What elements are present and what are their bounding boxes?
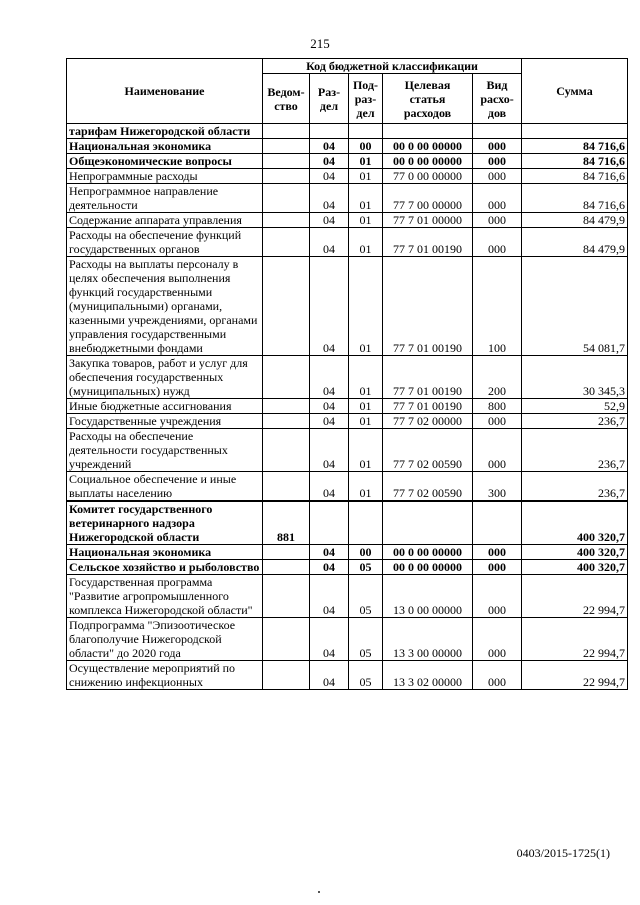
row-subsection: 01	[349, 472, 383, 501]
row-dept	[263, 124, 310, 139]
row-exp-type: 000	[473, 228, 522, 257]
row-name: Расходы на обеспечение деятельности государственных учреждений	[67, 429, 263, 472]
row-section: 04	[310, 399, 349, 414]
row-section	[310, 502, 349, 545]
row-target: 77 7 01 00190	[383, 257, 473, 356]
row-name: Непрограммное направление деятельности	[67, 184, 263, 213]
row-name: Социальное обеспечение и иные выплаты населению	[67, 472, 263, 501]
table-row	[67, 502, 628, 545]
row-dept	[263, 154, 310, 169]
row-section: 04	[310, 618, 349, 661]
row-exp-type	[473, 502, 522, 545]
row-exp-type: 000	[473, 429, 522, 472]
row-exp-type: 000	[473, 213, 522, 228]
row-target	[383, 124, 473, 139]
row-exp-type: 000	[473, 184, 522, 213]
row-amount: 84 716,6	[522, 139, 628, 154]
row-target: 13 3 00 00000	[383, 618, 473, 661]
row-name: Общеэкономические вопросы	[67, 154, 263, 169]
row-target: 77 7 01 00190	[383, 228, 473, 257]
table-row	[67, 545, 628, 560]
row-section: 04	[310, 139, 349, 154]
row-section: 04	[310, 257, 349, 356]
row-target: 77 0 00 00000	[383, 169, 473, 184]
row-name: Подпрограмма "Эпизоотическое благополучие Нижегородской области" до 2020 года	[67, 618, 263, 661]
row-amount: 84 479,9	[522, 213, 628, 228]
budget-table	[66, 58, 628, 690]
table-row	[67, 472, 628, 501]
row-name: Комитет государственного ветеринарного надзора Нижегородской области	[67, 502, 263, 545]
table-row	[67, 154, 628, 169]
row-section: 04	[310, 472, 349, 501]
row-subsection	[349, 124, 383, 139]
row-name: Национальная экономика	[67, 545, 263, 560]
row-amount: 52,9	[522, 399, 628, 414]
row-dept	[263, 414, 310, 429]
row-name: Государственные учреждения	[67, 414, 263, 429]
row-exp-type: 000	[473, 661, 522, 690]
row-amount: 84 479,9	[522, 228, 628, 257]
row-exp-type: 000	[473, 560, 522, 575]
row-section: 04	[310, 228, 349, 257]
row-subsection: 05	[349, 618, 383, 661]
row-dept	[263, 257, 310, 356]
row-subsection: 01	[349, 399, 383, 414]
row-section: 04	[310, 213, 349, 228]
table-row	[67, 399, 628, 414]
table-row	[67, 618, 628, 661]
row-target: 77 7 00 00000	[383, 184, 473, 213]
row-name: Государственная программа "Развитие агропромышленного комплекса Нижегородской области"	[67, 575, 263, 618]
row-amount: 84 716,6	[522, 169, 628, 184]
row-section: 04	[310, 184, 349, 213]
row-target: 13 0 00 00000	[383, 575, 473, 618]
row-exp-type: 000	[473, 414, 522, 429]
row-dept	[263, 169, 310, 184]
row-name: Закупка товаров, работ и услуг для обеспечения государственных (муниципальных) нужд	[67, 356, 263, 399]
row-subsection: 01	[349, 154, 383, 169]
row-name: Сельское хозяйство и рыболовство	[67, 560, 263, 575]
row-dept	[263, 618, 310, 661]
row-subsection	[349, 502, 383, 545]
row-dept	[263, 545, 310, 560]
row-name: Расходы на обеспечение функций государственных органов	[67, 228, 263, 257]
row-target: 00 0 00 00000	[383, 545, 473, 560]
row-section: 04	[310, 575, 349, 618]
row-dept	[263, 472, 310, 501]
row-target: 77 7 02 00590	[383, 472, 473, 501]
header-section: Раз- дел	[310, 74, 349, 124]
page-number: 215	[310, 36, 330, 51]
row-exp-type: 000	[473, 169, 522, 184]
table-row	[67, 169, 628, 184]
header-name: Наименование	[67, 59, 263, 124]
row-name: Расходы на выплаты персоналу в целях обеспечения выполнения функций государственными (муниципальными) органами, казенными учреждениями, органами управления государственными внебюджетными фондами	[67, 257, 263, 356]
row-amount: 22 994,7	[522, 661, 628, 690]
table-row	[67, 139, 628, 154]
row-section: 04	[310, 414, 349, 429]
row-amount	[522, 124, 628, 139]
row-exp-type: 100	[473, 257, 522, 356]
table-row	[67, 429, 628, 472]
row-target: 77 7 02 00590	[383, 429, 473, 472]
row-subsection: 05	[349, 661, 383, 690]
row-name: Национальная экономика	[67, 139, 263, 154]
row-exp-type: 800	[473, 399, 522, 414]
row-dept	[263, 399, 310, 414]
row-exp-type: 300	[473, 472, 522, 501]
header-subsection: Под- раз- дел	[349, 74, 383, 124]
row-section: 04	[310, 560, 349, 575]
row-name: Осуществление мероприятий по снижению инфекционных	[67, 661, 263, 690]
row-dept	[263, 575, 310, 618]
row-section: 04	[310, 154, 349, 169]
row-exp-type: 000	[473, 618, 522, 661]
row-amount: 22 994,7	[522, 618, 628, 661]
table-row	[67, 575, 628, 618]
row-amount: 84 716,6	[522, 184, 628, 213]
row-target: 77 7 01 00190	[383, 399, 473, 414]
row-target: 77 7 01 00190	[383, 356, 473, 399]
row-dept	[263, 429, 310, 472]
header-dept: Ведом- ство	[263, 74, 310, 124]
row-subsection: 01	[349, 228, 383, 257]
row-name: Содержание аппарата управления	[67, 213, 263, 228]
row-exp-type: 000	[473, 139, 522, 154]
row-target: 13 3 02 00000	[383, 661, 473, 690]
table-row	[67, 213, 628, 228]
row-amount: 400 320,7	[522, 545, 628, 560]
row-name: тарифам Нижегородской области	[67, 124, 263, 139]
row-section: 04	[310, 545, 349, 560]
row-amount: 400 320,7	[522, 502, 628, 545]
row-dept	[263, 184, 310, 213]
row-exp-type: 000	[473, 575, 522, 618]
row-subsection: 01	[349, 356, 383, 399]
header-code-group: Код бюджетной классификации	[263, 59, 522, 74]
row-section: 04	[310, 356, 349, 399]
row-amount: 22 994,7	[522, 575, 628, 618]
row-subsection: 01	[349, 184, 383, 213]
row-subsection: 01	[349, 169, 383, 184]
row-exp-type: 200	[473, 356, 522, 399]
row-subsection: 01	[349, 414, 383, 429]
row-section	[310, 124, 349, 139]
row-dept	[263, 560, 310, 575]
row-amount: 236,7	[522, 429, 628, 472]
row-dept	[263, 213, 310, 228]
row-amount: 236,7	[522, 414, 628, 429]
document-code: 0403/2015-1725(1)	[516, 846, 610, 860]
row-amount: 54 081,7	[522, 257, 628, 356]
row-exp-type	[473, 124, 522, 139]
row-target: 77 7 02 00000	[383, 414, 473, 429]
header-target: Целевая статья расходов	[383, 74, 473, 124]
row-dept: 881	[263, 502, 310, 545]
row-name: Иные бюджетные ассигнования	[67, 399, 263, 414]
row-subsection: 01	[349, 213, 383, 228]
row-dept	[263, 139, 310, 154]
table-row	[67, 414, 628, 429]
row-subsection: 05	[349, 575, 383, 618]
table-row	[67, 124, 628, 139]
header-amount: Сумма	[522, 59, 628, 124]
row-dept	[263, 356, 310, 399]
table-row	[67, 184, 628, 213]
row-target	[383, 502, 473, 545]
row-subsection: 05	[349, 560, 383, 575]
row-amount: 236,7	[522, 472, 628, 501]
row-target: 00 0 00 00000	[383, 154, 473, 169]
row-subsection: 00	[349, 545, 383, 560]
row-subsection: 00	[349, 139, 383, 154]
table-row	[67, 356, 628, 399]
row-amount: 30 345,3	[522, 356, 628, 399]
row-dept	[263, 228, 310, 257]
row-section: 04	[310, 169, 349, 184]
table-row	[67, 257, 628, 356]
row-exp-type: 000	[473, 545, 522, 560]
row-section: 04	[310, 661, 349, 690]
row-subsection: 01	[349, 429, 383, 472]
row-amount: 400 320,7	[522, 560, 628, 575]
row-section: 04	[310, 429, 349, 472]
row-amount: 84 716,6	[522, 154, 628, 169]
scan-dot	[318, 891, 320, 893]
row-target: 00 0 00 00000	[383, 560, 473, 575]
table-row	[67, 228, 628, 257]
table-row	[67, 661, 628, 690]
row-target: 00 0 00 00000	[383, 139, 473, 154]
row-subsection: 01	[349, 257, 383, 356]
row-exp-type: 000	[473, 154, 522, 169]
row-target: 77 7 01 00000	[383, 213, 473, 228]
header-exp-type: Вид расхо- дов	[473, 74, 522, 124]
table-row	[67, 560, 628, 575]
row-dept	[263, 661, 310, 690]
row-name: Непрограммные расходы	[67, 169, 263, 184]
